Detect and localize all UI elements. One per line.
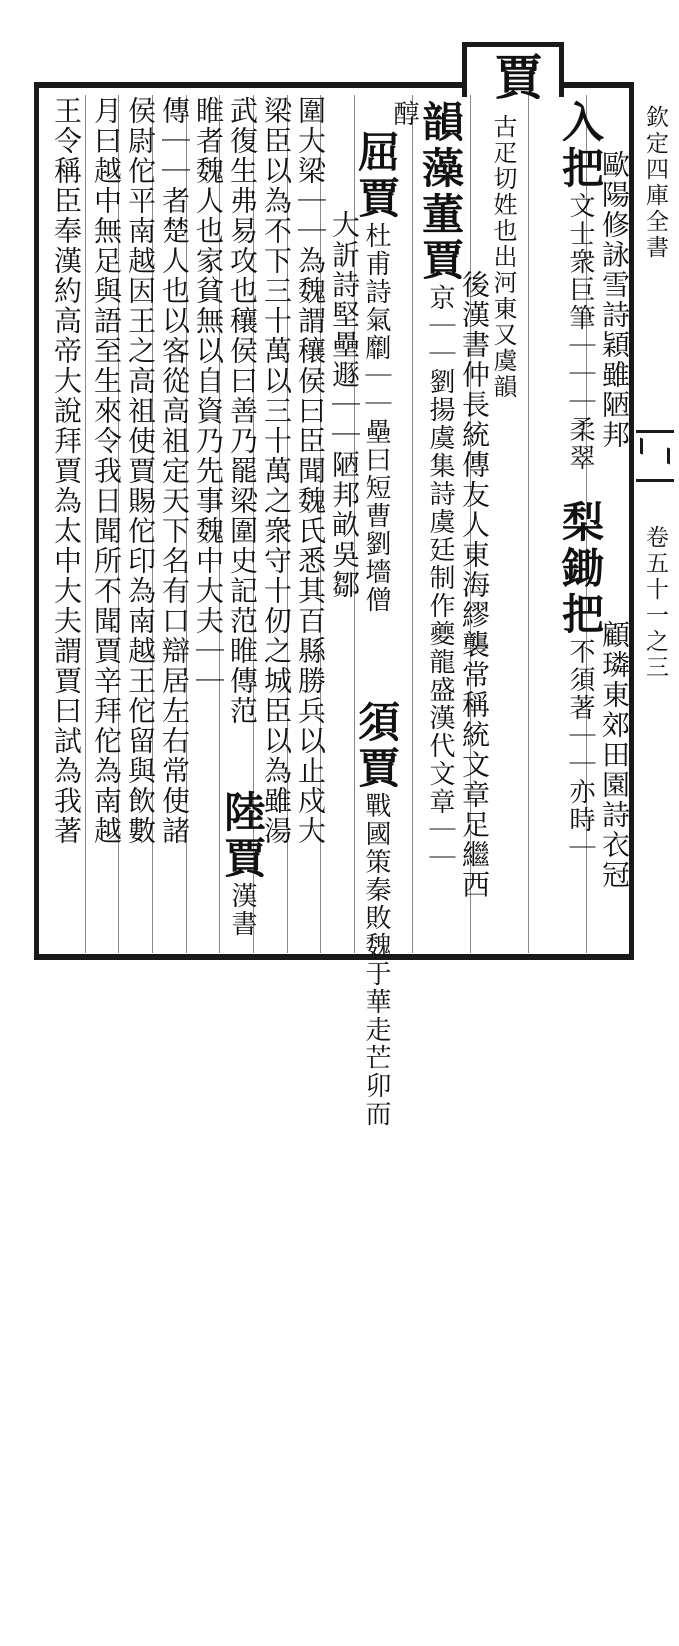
entry-annotation: 京｜｜劉揚虞集詩虞廷制作夔龍盛漢代文章｜｜ [425, 284, 455, 872]
entry-annotation: 後漢書仲長統傳友人東海繆襲常稱統文章足繼西 [458, 270, 491, 900]
body-text: 睢者魏人也家貧無以自資乃先事魏中大夫｜｜ [192, 96, 225, 696]
pronunciation-text: 古疋切姓也出河東又虞韻 [489, 114, 517, 400]
entry-annotation: 戰國策秦敗魏于華走芒卯而 [361, 792, 391, 1128]
body-column [188, 96, 228, 952]
body-text: 月曰越中無足與語至生來令我日聞所不聞賈辛拜佗為南越 [90, 96, 123, 846]
entry-annotation: 不須著｜｜亦時｜ [565, 638, 595, 862]
entry-annotation: 文士衆巨筆｜｜｜柔翠 [565, 192, 595, 472]
column-rule [528, 95, 529, 953]
body-text: 梁臣以為不下三十萬以三十萬之衆守十仞之城臣以為雖湯 [260, 96, 293, 846]
entry-column [594, 620, 634, 1476]
volume-label: 卷五十一之三 [642, 525, 668, 681]
entry-term: 入把 [556, 100, 605, 192]
entry-term: 須賈 [352, 700, 401, 792]
entry-annotation: 醇 [389, 100, 419, 128]
entry-annotation: 杜甫詩氣劘｜｜壘曰短曹劉墻僧 [361, 222, 391, 614]
body-text: 傳｜｜者楚人也以客從高祖定天下名有口辯居左右常使諸 [158, 96, 191, 846]
entry-column [218, 790, 267, 1646]
head-character-text: 賈 [486, 52, 542, 102]
entry-term: 陸賈 [218, 790, 267, 882]
body-column [154, 96, 194, 952]
page-margin [636, 95, 676, 955]
entry-annotation: 大訢詩堅壘遯｜｜陋邦畝吳鄒 [328, 210, 361, 600]
entry-term: 屈賈 [352, 130, 401, 222]
entry-term: 韻藻董賈 [416, 100, 465, 284]
entry-term: 梨鋤把 [556, 500, 605, 638]
body-text: 王令稱臣奉漢約高帝大說拜賈為太中大夫謂賈曰試為我著 [50, 96, 83, 846]
frame-left-border [34, 82, 39, 960]
body-column [120, 96, 160, 952]
fishtail-ornament-icon [636, 430, 674, 482]
body-column [290, 96, 330, 952]
book-title: 欽定四庫全書 [642, 105, 668, 261]
entry-column [352, 700, 401, 1556]
entry-column [454, 270, 494, 1126]
body-text: 侯尉佗平南越因王之高祖使賈賜佗印為南越王佗留與飲數 [124, 96, 157, 846]
entry-annotation: 漢書 [227, 882, 257, 938]
body-text: 圍大梁｜｜為魏謂穰侯曰臣聞魏氏悉其百縣勝兵以止戍大 [294, 96, 327, 846]
body-column [46, 96, 86, 952]
body-column [86, 96, 126, 952]
entry-annotation: 顧璘東郊田園詩衣冠 [598, 620, 631, 890]
entry-annotation: 歐陽修詠雪詩穎雖陋邦 [598, 150, 631, 450]
head-character [486, 52, 542, 112]
body-text: 武復生弗易攻也穰侯曰善乃罷梁圍史記范睢傳范 [226, 96, 259, 726]
